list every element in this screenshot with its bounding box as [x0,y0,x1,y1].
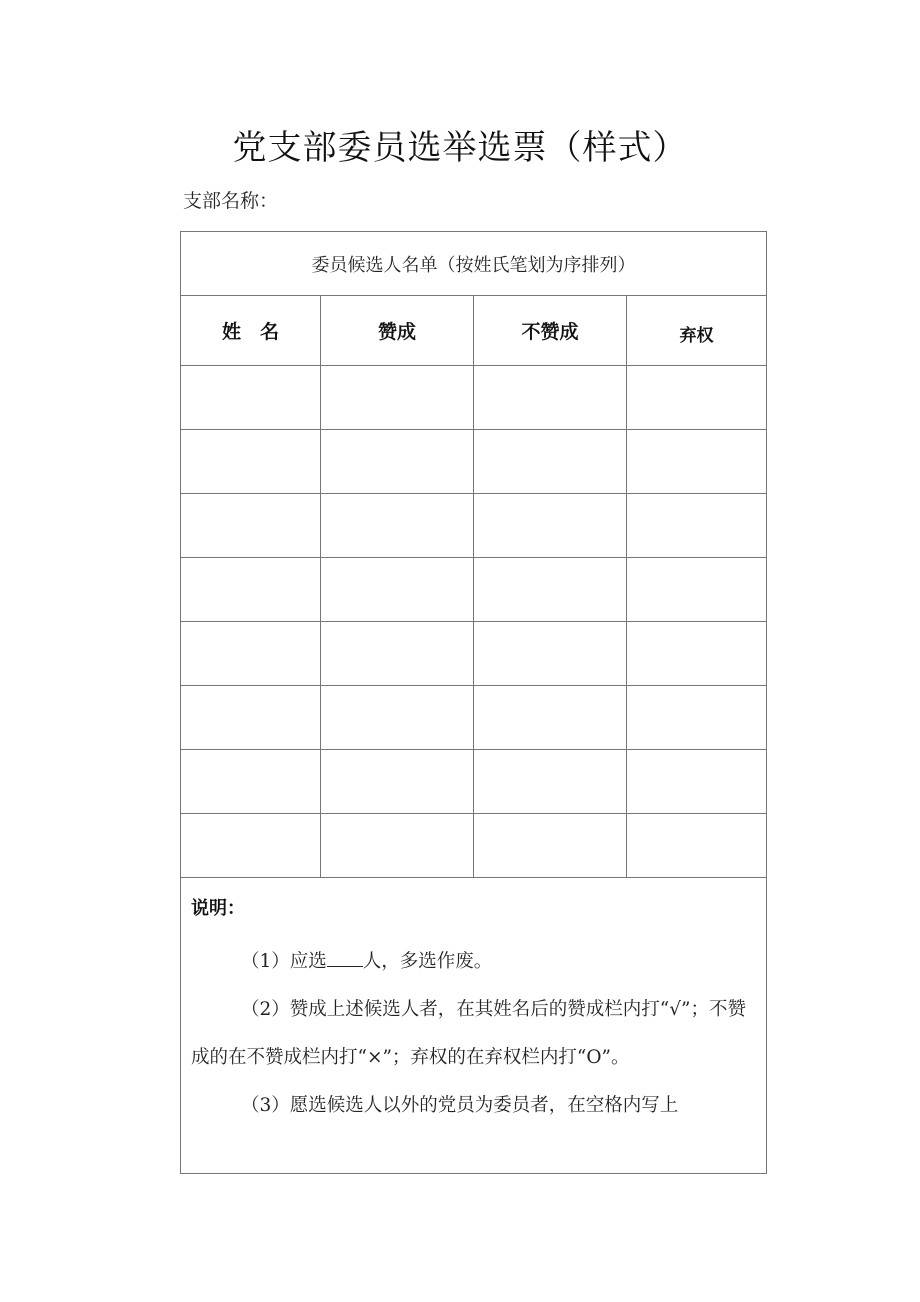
abstain-cell[interactable] [627,430,767,494]
abstain-cell[interactable] [627,814,767,878]
table-caption: 委员候选人名单（按姓氏笔划为序排列） [181,232,767,296]
abstain-cell[interactable] [627,558,767,622]
abstain-cell[interactable] [627,622,767,686]
instruction-item-2: （2）赞成上述候选人者，在其姓名后的赞成栏内打“√”；不赞成的在不赞成栏内打“×”；弃权的在弃权栏内打“O”。 [191,999,746,1068]
abstain-cell[interactable] [627,686,767,750]
instructions-title: 说明： [191,898,245,919]
abstain-cell[interactable] [627,366,767,430]
name-cell[interactable] [181,558,321,622]
instruction-item-1 [191,938,756,986]
column-header-name: 姓 名 [181,296,321,366]
table-row [181,750,767,814]
table-header-row [181,296,767,366]
table-row [181,622,767,686]
table-row [181,558,767,622]
approve-cell[interactable] [321,750,474,814]
column-header-disapprove: 不赞成 [474,296,627,366]
column-header-approve: 赞成 [321,296,474,366]
instruction-1-prefix: （1）应选 [241,951,327,972]
instructions-section [181,878,767,1174]
table-row [181,494,767,558]
name-cell[interactable] [181,494,321,558]
name-cell[interactable] [181,750,321,814]
disapprove-cell[interactable] [474,686,627,750]
abstain-cell[interactable] [627,750,767,814]
approve-cell[interactable] [321,494,474,558]
name-cell[interactable] [181,622,321,686]
instruction-1-suffix: 人，多选作废。 [362,951,493,972]
count-blank-field[interactable] [327,948,363,967]
name-cell[interactable] [181,366,321,430]
approve-cell[interactable] [321,430,474,494]
table-row [181,430,767,494]
disapprove-cell[interactable] [474,622,627,686]
instruction-item-3: （3）愿选候选人以外的党员为委员者，在空格内写上 [241,1095,679,1116]
table-row [181,686,767,750]
approve-cell[interactable] [321,622,474,686]
ballot-table [180,231,767,1174]
abstain-cell[interactable] [627,494,767,558]
approve-cell[interactable] [321,558,474,622]
table-row [181,366,767,430]
branch-name-label: 支部名称： [183,190,279,212]
name-cell[interactable] [181,686,321,750]
disapprove-cell[interactable] [474,750,627,814]
table-row [181,814,767,878]
disapprove-cell[interactable] [474,430,627,494]
name-cell[interactable] [181,814,321,878]
name-cell[interactable] [181,430,321,494]
approve-cell[interactable] [321,686,474,750]
column-header-abstain: 弃权 [627,296,767,366]
disapprove-cell[interactable] [474,558,627,622]
document-title: 党支部委员选举选票（样式） [232,128,688,168]
disapprove-cell[interactable] [474,494,627,558]
approve-cell[interactable] [321,814,474,878]
approve-cell[interactable] [321,366,474,430]
disapprove-cell[interactable] [474,814,627,878]
disapprove-cell[interactable] [474,366,627,430]
